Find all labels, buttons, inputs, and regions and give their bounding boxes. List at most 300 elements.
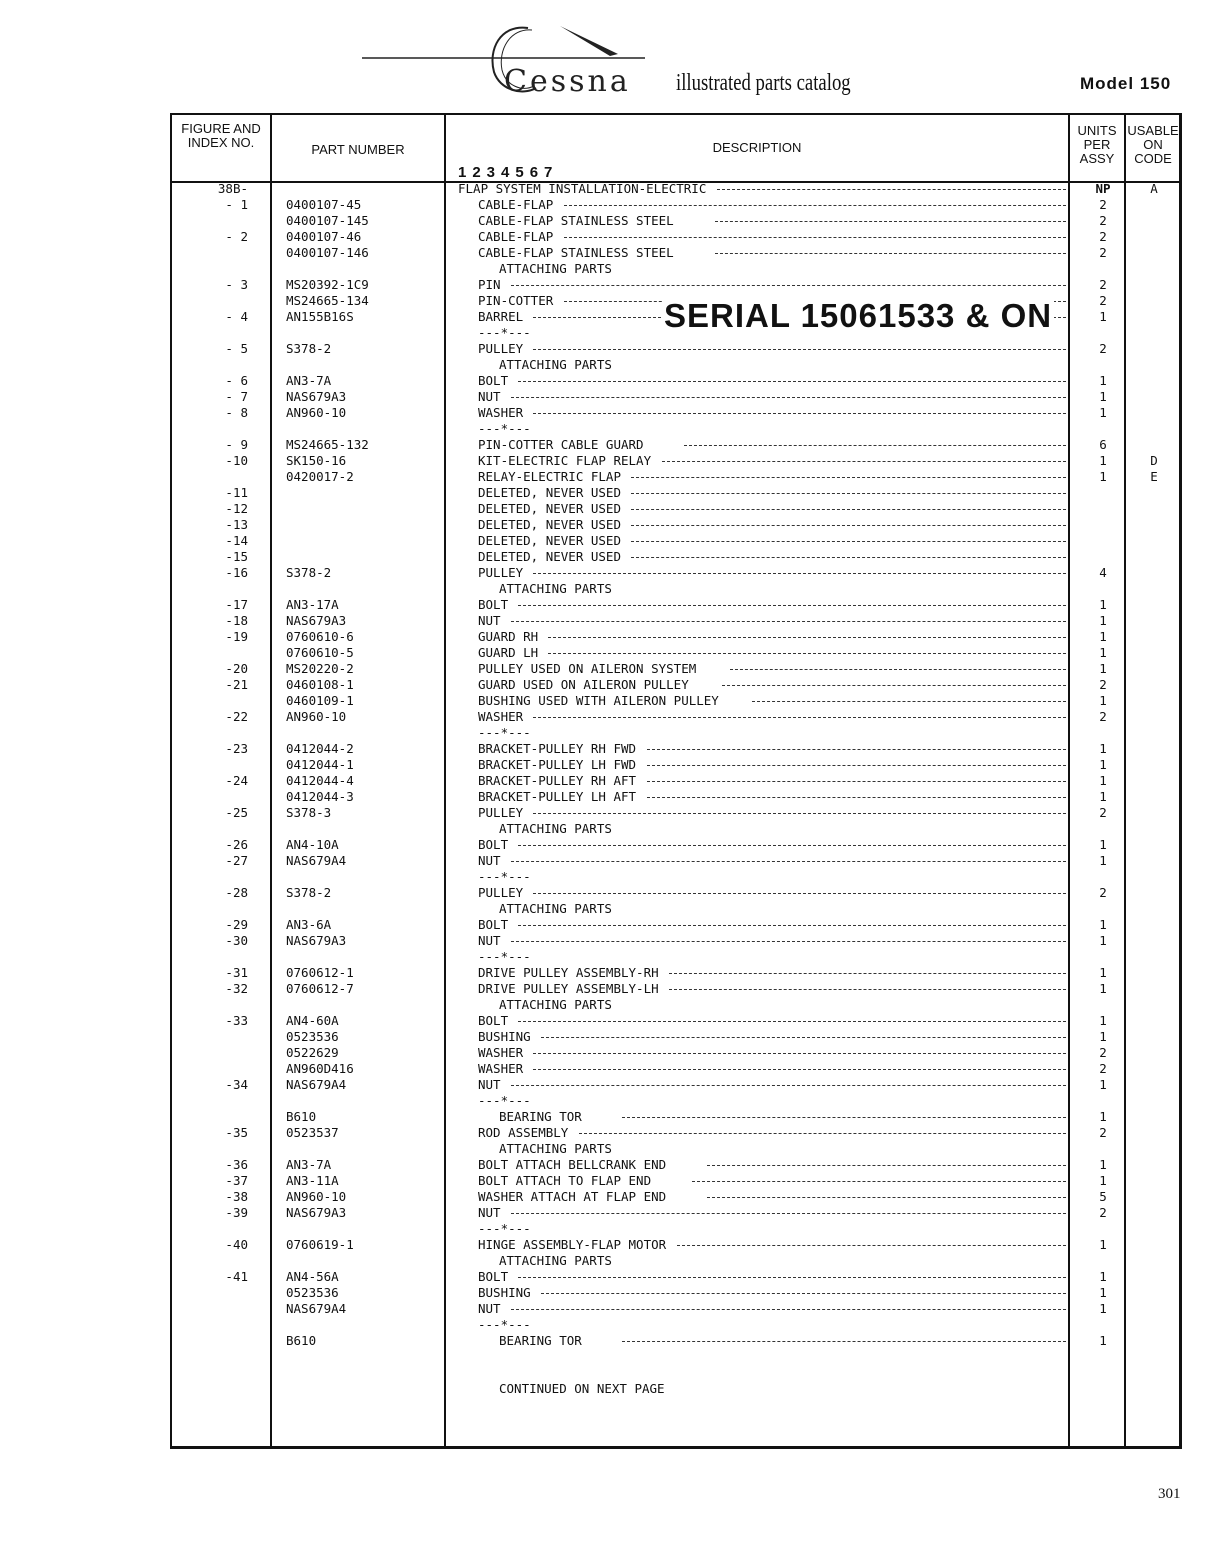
units-per-assy: 1 — [1099, 629, 1107, 644]
leader-dashes — [511, 1213, 1066, 1214]
leader-dashes — [715, 221, 1067, 222]
part-description: NUT — [478, 1205, 501, 1220]
table-row — [0, 757, 1212, 773]
figure-index: -38 — [225, 1189, 248, 1204]
table-row — [0, 1317, 1212, 1333]
table-row — [0, 389, 1212, 405]
figure-index: - 1 — [225, 197, 248, 212]
part-number: AN3-6A — [286, 917, 332, 932]
part-number: SK150-16 — [286, 453, 347, 468]
units-per-assy: 1 — [1099, 1173, 1107, 1188]
part-number: NAS679A4 — [286, 853, 347, 868]
brand-name: Cessna — [504, 64, 631, 99]
part-description: BRACKET-PULLEY RH FWD — [478, 741, 637, 756]
leader-dashes — [518, 1021, 1066, 1022]
part-description: PIN — [478, 277, 501, 292]
leader-dashes — [707, 1165, 1066, 1166]
table-row — [0, 613, 1212, 629]
leader-dashes — [631, 525, 1066, 526]
table-row — [0, 453, 1212, 469]
figure-index: -26 — [225, 837, 248, 852]
units-per-assy: 2 — [1099, 1045, 1107, 1060]
figure-index: -11 — [225, 485, 248, 500]
part-number: NAS679A3 — [286, 1205, 347, 1220]
part-description: ATTACHING PARTS — [499, 581, 612, 596]
table-row — [0, 469, 1212, 485]
leader-dashes — [647, 765, 1066, 766]
part-description: BOLT ATTACH BELLCRANK END — [478, 1157, 667, 1172]
model-label: Model 150 — [1080, 74, 1172, 93]
table-row — [0, 565, 1212, 581]
figure-index: -24 — [225, 773, 248, 788]
part-number: 0760610-5 — [286, 645, 354, 660]
part-description: BARREL — [478, 309, 524, 324]
table-row — [0, 629, 1212, 645]
table-row — [0, 597, 1212, 613]
part-number: AN960-10 — [286, 405, 347, 420]
units-per-assy: 1 — [1099, 613, 1107, 628]
leader-dashes — [511, 941, 1066, 942]
table-row — [0, 1093, 1212, 1109]
leader-dashes — [511, 285, 1066, 286]
part-description: PIN-COTTER — [478, 293, 554, 308]
part-number: 0760619-1 — [286, 1237, 354, 1252]
part-number: AN960-10 — [286, 1189, 347, 1204]
part-number: 0400107-146 — [286, 245, 369, 260]
part-description: ATTACHING PARTS — [499, 997, 612, 1012]
leader-dashes — [631, 477, 1066, 478]
part-description: GUARD RH — [478, 629, 539, 644]
units-per-assy: 1 — [1099, 405, 1107, 420]
leader-dashes — [631, 509, 1066, 510]
part-description: ---*--- — [478, 1093, 531, 1108]
part-description: CONTINUED ON NEXT PAGE — [499, 1381, 665, 1396]
units-per-assy: 6 — [1099, 437, 1107, 452]
part-number: NAS679A4 — [286, 1301, 347, 1316]
table-row — [0, 709, 1212, 725]
part-description: CABLE-FLAP — [478, 197, 554, 212]
table-row — [0, 533, 1212, 549]
table-row — [0, 405, 1212, 421]
table-row — [0, 1157, 1212, 1173]
figure-index: -37 — [225, 1173, 248, 1188]
leader-dashes — [518, 1277, 1066, 1278]
units-per-assy: 1 — [1099, 1077, 1107, 1092]
leader-dashes — [677, 1245, 1066, 1246]
leader-dashes — [579, 1133, 1066, 1134]
part-number: S378-2 — [286, 565, 332, 580]
table-row — [0, 261, 1212, 277]
figure-index: -31 — [225, 965, 248, 980]
table-row — [0, 837, 1212, 853]
units-per-assy: 2 — [1099, 677, 1107, 692]
table-row — [0, 357, 1212, 373]
leader-dashes — [533, 349, 1066, 350]
units-per-assy: 1 — [1099, 1269, 1107, 1284]
units-per-assy: 1 — [1099, 981, 1107, 996]
table-row — [0, 1125, 1212, 1141]
part-number: AN155B16S — [286, 309, 354, 324]
leader-dashes — [533, 1053, 1066, 1054]
part-number: 0460109-1 — [286, 693, 354, 708]
table-row — [0, 917, 1212, 933]
part-number: 0523537 — [286, 1125, 339, 1140]
table-row — [0, 485, 1212, 501]
figure-index: -27 — [225, 853, 248, 868]
figure-index: -19 — [225, 629, 248, 644]
part-number: 0460108-1 — [286, 677, 354, 692]
description-header: DESCRIPTION — [712, 140, 802, 155]
part-number: MS24665-132 — [286, 437, 369, 452]
leader-dashes — [669, 989, 1066, 990]
units-per-assy: 1 — [1099, 853, 1107, 868]
leader-dashes — [564, 205, 1067, 206]
table-row — [0, 213, 1212, 229]
figure-index: -28 — [225, 885, 248, 900]
part-number: 0760612-7 — [286, 981, 354, 996]
part-description: ---*--- — [478, 421, 531, 436]
figure-index: -39 — [225, 1205, 248, 1220]
part-description: BOLT — [478, 917, 509, 932]
units-per-assy: 1 — [1099, 1109, 1107, 1124]
part-description: NUT — [478, 389, 501, 404]
part-number: NAS679A4 — [286, 1077, 347, 1092]
part-number: 0412044-1 — [286, 757, 354, 772]
part-description: ROD ASSEMBLY — [478, 1125, 569, 1140]
leader-dashes — [511, 861, 1066, 862]
part-description: BOLT ATTACH TO FLAP END — [478, 1173, 652, 1188]
leader-dashes — [669, 973, 1066, 974]
figure-index: -35 — [225, 1125, 248, 1140]
part-number: 0523536 — [286, 1029, 339, 1044]
units-per-assy: 2 — [1099, 341, 1107, 356]
leader-dashes — [518, 845, 1066, 846]
part-description: GUARD LH — [478, 645, 539, 660]
figure-index: -16 — [225, 565, 248, 580]
units-per-assy: 1 — [1099, 1301, 1107, 1316]
figure-index: -10 — [225, 453, 248, 468]
leader-dashes — [511, 621, 1066, 622]
leader-dashes — [541, 1037, 1066, 1038]
part-description: NUT — [478, 613, 501, 628]
table-row — [0, 245, 1212, 261]
part-number: 0522629 — [286, 1045, 339, 1060]
units-per-assy: 1 — [1099, 1237, 1107, 1252]
figure-index: -12 — [225, 501, 248, 516]
usable-on-code: A — [1150, 181, 1158, 196]
part-description: CABLE-FLAP STAINLESS STEEL — [478, 213, 674, 228]
table-row — [0, 549, 1212, 565]
part-description: WASHER — [478, 405, 524, 420]
units-per-assy: 1 — [1099, 1285, 1107, 1300]
table-row — [0, 277, 1212, 293]
part-description: NUT — [478, 853, 501, 868]
leader-dashes — [533, 1069, 1066, 1070]
figure-index: - 4 — [225, 309, 248, 324]
table-row — [0, 229, 1212, 245]
units-per-assy: 1 — [1099, 917, 1107, 932]
figure-index: 38B- — [217, 181, 248, 196]
indent-level-digits: 1234567 — [458, 164, 559, 181]
units-per-assy: 1 — [1099, 309, 1107, 324]
units-per-assy: 1 — [1099, 597, 1107, 612]
figure-index: -34 — [225, 1077, 248, 1092]
part-number: 0400107-45 — [286, 197, 362, 212]
units-per-assy: 1 — [1099, 453, 1107, 468]
leader-dashes — [622, 1341, 1066, 1342]
figure-index: -30 — [225, 933, 248, 948]
leader-dashes — [541, 1293, 1066, 1294]
part-description: BRACKET-PULLEY LH AFT — [478, 789, 637, 804]
table-row — [0, 1221, 1212, 1237]
figure-index: -36 — [225, 1157, 248, 1172]
figure-index: -14 — [225, 533, 248, 548]
part-number: NAS679A3 — [286, 613, 347, 628]
part-description: NUT — [478, 1077, 501, 1092]
part-description: BRACKET-PULLEY RH AFT — [478, 773, 637, 788]
units-per-assy: 1 — [1099, 1013, 1107, 1028]
table-row — [0, 1029, 1212, 1045]
units-per-assy: 1 — [1099, 741, 1107, 756]
units-per-assy: 2 — [1099, 1125, 1107, 1140]
leader-dashes — [533, 573, 1066, 574]
part-description: ---*--- — [478, 1317, 531, 1332]
part-description: ATTACHING PARTS — [499, 357, 612, 372]
leader-dashes — [717, 189, 1066, 190]
part-description: WASHER — [478, 1045, 524, 1060]
leader-dashes — [518, 925, 1066, 926]
part-description: BEARING TOR — [499, 1333, 582, 1348]
figure-index: - 8 — [225, 405, 248, 420]
part-description: CABLE-FLAP — [478, 229, 554, 244]
figure-index: -13 — [225, 517, 248, 532]
units-per-assy: NP — [1095, 181, 1111, 196]
leader-dashes — [684, 445, 1066, 446]
part-description: RELAY-ELECTRIC FLAP — [478, 469, 621, 484]
table-row — [0, 965, 1212, 981]
figure-index: -17 — [225, 597, 248, 612]
part-description: WASHER — [478, 709, 524, 724]
part-number: AN4-10A — [286, 837, 339, 852]
table-row — [0, 741, 1212, 757]
table-row — [0, 181, 1212, 197]
page-number: 301 — [1158, 1486, 1181, 1502]
leader-dashes — [647, 781, 1066, 782]
part-description: PULLEY — [478, 341, 524, 356]
part-description: BUSHING — [478, 1285, 531, 1300]
part-description: DELETED, NEVER USED — [478, 549, 621, 564]
part-number: AN960D416 — [286, 1061, 354, 1076]
leader-dashes — [631, 557, 1066, 558]
leader-dashes — [752, 701, 1066, 702]
figure-index: -15 — [225, 549, 248, 564]
part-description: BOLT — [478, 597, 509, 612]
part-number: MS24665-134 — [286, 293, 369, 308]
table-row — [0, 821, 1212, 837]
part-description: WASHER — [478, 1061, 524, 1076]
units-per-assy-header: UNITS PER ASSY — [1077, 123, 1117, 166]
figure-index: -22 — [225, 709, 248, 724]
leader-dashes — [533, 813, 1066, 814]
figure-index: - 3 — [225, 277, 248, 292]
table-row — [0, 645, 1212, 661]
part-number: AN960-10 — [286, 709, 347, 724]
units-per-assy: 1 — [1099, 645, 1107, 660]
part-number: 0760610-6 — [286, 629, 354, 644]
part-description: HINGE ASSEMBLY-FLAP MOTOR — [478, 1237, 667, 1252]
part-description: PULLEY USED ON AILERON SYSTEM — [478, 661, 697, 676]
units-per-assy: 1 — [1099, 965, 1107, 980]
table-row — [0, 1077, 1212, 1093]
units-per-assy: 2 — [1099, 1205, 1107, 1220]
table-row — [0, 341, 1212, 357]
units-per-assy: 1 — [1099, 789, 1107, 804]
table-row — [0, 1045, 1212, 1061]
figure-index: -40 — [225, 1237, 248, 1252]
part-number: S378-3 — [286, 805, 332, 820]
part-description: PULLEY — [478, 565, 524, 580]
table-row — [0, 517, 1212, 533]
units-per-assy: 1 — [1099, 1333, 1107, 1348]
table-row — [0, 789, 1212, 805]
part-description: ATTACHING PARTS — [499, 901, 612, 916]
units-per-assy: 2 — [1099, 885, 1107, 900]
table-row — [0, 1013, 1212, 1029]
leader-dashes — [631, 541, 1066, 542]
table-row — [0, 901, 1212, 917]
figure-index: -29 — [225, 917, 248, 932]
leader-dashes — [622, 1117, 1066, 1118]
leader-dashes — [511, 1085, 1066, 1086]
table-row — [0, 197, 1212, 213]
part-description: GUARD USED ON AILERON PULLEY — [478, 677, 689, 692]
table-row — [0, 773, 1212, 789]
figure-index: - 7 — [225, 389, 248, 404]
units-per-assy: 1 — [1099, 469, 1107, 484]
table-row — [0, 437, 1212, 453]
figure-index: -33 — [225, 1013, 248, 1028]
table-row — [0, 693, 1212, 709]
leader-dashes — [548, 637, 1066, 638]
figure-index: -20 — [225, 661, 248, 676]
figure-index: -25 — [225, 805, 248, 820]
leader-dashes — [533, 717, 1066, 718]
part-description: DELETED, NEVER USED — [478, 533, 621, 548]
part-description: BOLT — [478, 373, 509, 388]
part-number: AN4-56A — [286, 1269, 339, 1284]
part-description: BOLT — [478, 1269, 509, 1284]
leader-dashes — [518, 381, 1066, 382]
part-description: KIT-ELECTRIC FLAP RELAY — [478, 453, 652, 468]
part-number: B610 — [286, 1109, 317, 1124]
part-description: NUT — [478, 1301, 501, 1316]
part-description: DRIVE PULLEY ASSEMBLY-LH — [478, 981, 659, 996]
units-per-assy: 1 — [1099, 933, 1107, 948]
units-per-assy: 2 — [1099, 245, 1107, 260]
figure-index: -23 — [225, 741, 248, 756]
units-per-assy: 1 — [1099, 661, 1107, 676]
leader-dashes — [730, 669, 1066, 670]
part-number: 0400107-46 — [286, 229, 362, 244]
table-row — [0, 1061, 1212, 1077]
units-per-assy: 2 — [1099, 197, 1107, 212]
table-row — [0, 1189, 1212, 1205]
part-number: AN3-17A — [286, 597, 339, 612]
serial-effectivity-stamp: SERIAL 15061533 & ON — [664, 297, 1053, 334]
part-description: ---*--- — [478, 869, 531, 884]
table-row — [0, 1253, 1212, 1269]
units-per-assy: 1 — [1099, 1157, 1107, 1172]
usable-on-code: E — [1150, 469, 1158, 484]
units-per-assy: 1 — [1099, 1029, 1107, 1044]
leader-dashes — [533, 893, 1066, 894]
units-per-assy: 1 — [1099, 373, 1107, 388]
part-description: CABLE-FLAP STAINLESS STEEL — [478, 245, 674, 260]
part-description: FLAP SYSTEM INSTALLATION-ELECTRIC — [458, 181, 707, 196]
part-description: WASHER ATTACH AT FLAP END — [478, 1189, 667, 1204]
part-description: ---*--- — [478, 1221, 531, 1236]
part-number: NAS679A3 — [286, 933, 347, 948]
units-per-assy: 2 — [1099, 805, 1107, 820]
part-description: ATTACHING PARTS — [499, 261, 612, 276]
part-description: BUSHING — [478, 1029, 531, 1044]
units-per-assy: 2 — [1099, 293, 1107, 308]
part-description: BUSHING USED WITH AILERON PULLEY — [478, 693, 719, 708]
part-number: MS20392-1C9 — [286, 277, 369, 292]
leader-dashes — [647, 797, 1066, 798]
part-number: 0400107-145 — [286, 213, 369, 228]
part-number: 0412044-4 — [286, 773, 354, 788]
units-per-assy: 2 — [1099, 229, 1107, 244]
table-row — [0, 725, 1212, 741]
figure-index: -21 — [225, 677, 248, 692]
units-per-assy: 1 — [1099, 837, 1107, 852]
part-description: ATTACHING PARTS — [499, 821, 612, 836]
part-description: PULLEY — [478, 885, 524, 900]
part-description: ---*--- — [478, 949, 531, 964]
table-row — [0, 1381, 1212, 1397]
figure-index: -18 — [225, 613, 248, 628]
table-row — [0, 1237, 1212, 1253]
units-per-assy: 2 — [1099, 1061, 1107, 1076]
figure-index: -41 — [225, 1269, 248, 1284]
leader-dashes — [518, 605, 1066, 606]
part-description: ---*--- — [478, 725, 531, 740]
table-row — [0, 1173, 1212, 1189]
catalog-title: illustrated parts catalog — [676, 70, 851, 96]
part-description: BOLT — [478, 1013, 509, 1028]
part-number: AN3-11A — [286, 1173, 339, 1188]
figure-index-header: FIGURE AND INDEX NO. — [181, 121, 261, 150]
part-description: DRIVE PULLEY ASSEMBLY-RH — [478, 965, 659, 980]
table-row — [0, 1333, 1212, 1349]
table-row — [0, 677, 1212, 693]
table-row — [0, 373, 1212, 389]
part-number: 0760612-1 — [286, 965, 354, 980]
leader-dashes — [533, 413, 1066, 414]
table-row — [0, 869, 1212, 885]
table-row — [0, 853, 1212, 869]
figure-index: - 5 — [225, 341, 248, 356]
part-description: DELETED, NEVER USED — [478, 485, 621, 500]
table-row — [0, 1285, 1212, 1301]
table-row — [0, 981, 1212, 997]
part-description: BOLT — [478, 837, 509, 852]
part-number: MS20220-2 — [286, 661, 354, 676]
table-row — [0, 1141, 1212, 1157]
part-description: PIN-COTTER CABLE GUARD — [478, 437, 644, 452]
units-per-assy: 4 — [1099, 565, 1107, 580]
